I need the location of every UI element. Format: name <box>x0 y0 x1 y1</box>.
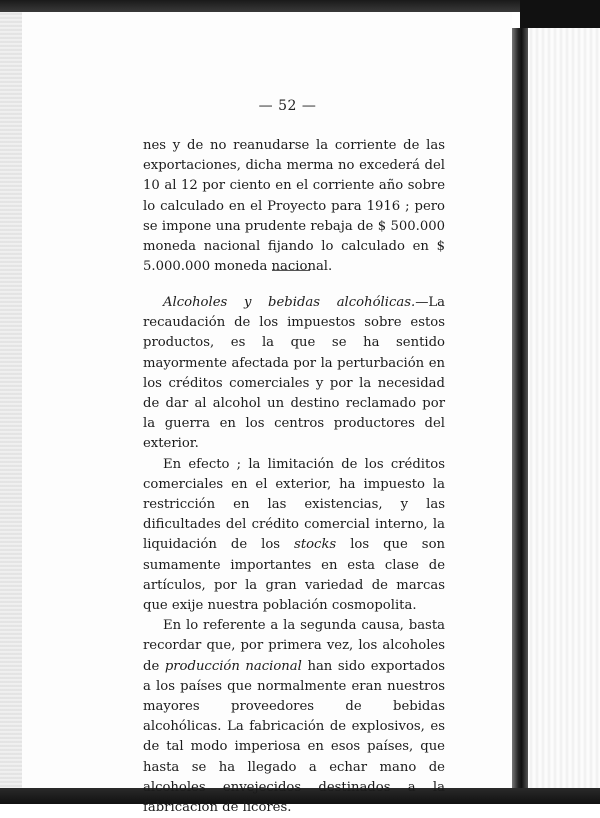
section-paragraph-3-after: han sido exportados a los países que normalmente eran nuestros mayores proveedores de bebidas alcohólicas. La fabricación de explosivos, es de tal modo imperiosa en esos países, que hasta se ha llegado a echar mano de alcoholes envejecidos destinados a la fabricación de licores. <box>143 658 446 816</box>
section-paragraph-2-before: En efecto ; la limitación de los créditos comerciales en el exterior, ha impuesto la restricción en las existencias, y las dificultades del crédito comercial interno, la liquidación de los <box>143 456 445 553</box>
continuation-paragraph <box>143 136 445 277</box>
section-paragraph-3-before: En lo referente a la segunda causa, basta recordar que, por primera vez, los alcoholes de <box>143 618 445 674</box>
continuation-text: nes y de no reanudarse la corriente de las exportaciones, dicha merma no excederá del 10 al 12 por ciento en el corriente año sobre lo calculado en el Proyecto para 1916 ; pero se impone una prudente rebaja de $ 500.000 moneda nacional fijando lo calculado en $ 5.000.000 moneda nacional. <box>143 138 445 275</box>
section-paragraph-1 <box>143 293 445 455</box>
section-paragraph-1-text: —La recaudación de los impuestos sobre estos productos, es la que se ha sentido mayormente afectada por la perturbación en los créditos comerciales y por la necesidad de dar al alcohol un destino reclamado por la guerra en los centros productores del exterior. <box>143 295 445 452</box>
section-divider <box>272 270 310 271</box>
book-spine-shadow <box>512 28 528 804</box>
section-paragraph-2 <box>143 455 445 617</box>
scan-right-margin <box>522 28 600 804</box>
section-body <box>143 293 445 818</box>
section-heading: Alcoholes y bebidas alcohólicas. <box>163 295 416 310</box>
section-paragraph-3-term: producción nacional <box>164 658 302 674</box>
section-paragraph-2-term: stocks <box>294 537 337 553</box>
scan-top-edge <box>0 0 600 12</box>
page-number: — 52 — <box>258 98 317 114</box>
section-paragraph-2-after: los que son sumamente importantes en esta clase de artículos, por la gran variedad de marcas que exije nuestra población cosmopolita. <box>143 537 446 614</box>
scan-left-margin <box>0 0 23 804</box>
section-paragraph-3 <box>143 616 445 818</box>
